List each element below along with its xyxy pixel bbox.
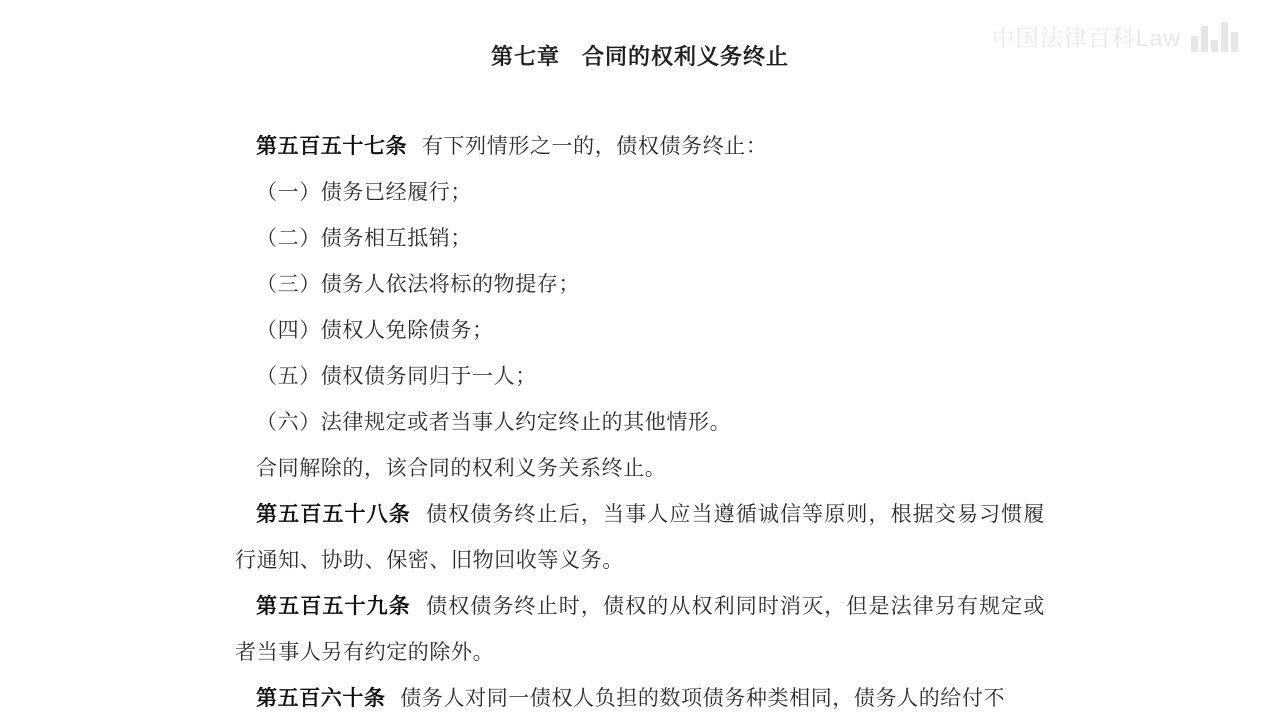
list-item-5: （五）债权债务同归于一人； [256, 364, 537, 388]
article-number-558: 第五百五十八条 [256, 502, 411, 526]
article-text-559: 债权债务终止时，债权的从权利同时消灭，但是法律另有规定或者当事人另有约定的除外。 [235, 594, 1045, 664]
article-558 [235, 491, 1045, 583]
list-item-6: （六）法律规定或者当事人约定终止的其他情形。 [256, 410, 732, 434]
chapter-name: 合同的权利义务终止 [582, 44, 790, 69]
list-item-2: （二）债务相互抵销； [256, 226, 472, 250]
article-559 [235, 583, 1045, 675]
article-text-560: 债务人对同一债权人负担的数项债务种类相同，债务人的给付不 [400, 686, 1006, 710]
article-number-559: 第五百五十九条 [256, 594, 411, 618]
document-body [235, 71, 1045, 721]
article-557 [235, 123, 1045, 169]
list-item-4: （四）债权人免除债务； [256, 318, 494, 342]
article-560 [235, 675, 1045, 721]
article-text-558: 债权债务终止后，当事人应当遵循诚信等原则，根据交易习惯履行通知、协助、保密、旧物回收等义务。 [235, 502, 1045, 572]
watermark-text: 中国法律百科Law [991, 25, 1181, 51]
paragraph-contract-termination: 合同解除的，该合同的权利义务关系终止。 [256, 456, 667, 480]
article-text-557: 有下列情形之一的，债权债务终止： [421, 134, 768, 158]
list-item-1: （一）债务已经履行； [256, 180, 472, 204]
list-item-3: （三）债务人依法将标的物提存； [256, 272, 580, 296]
chapter-number: 第七章 [490, 44, 560, 69]
article-number-560: 第五百六十条 [256, 686, 386, 710]
article-number-557: 第五百五十七条 [256, 134, 408, 158]
page-title [0, 0, 1280, 71]
